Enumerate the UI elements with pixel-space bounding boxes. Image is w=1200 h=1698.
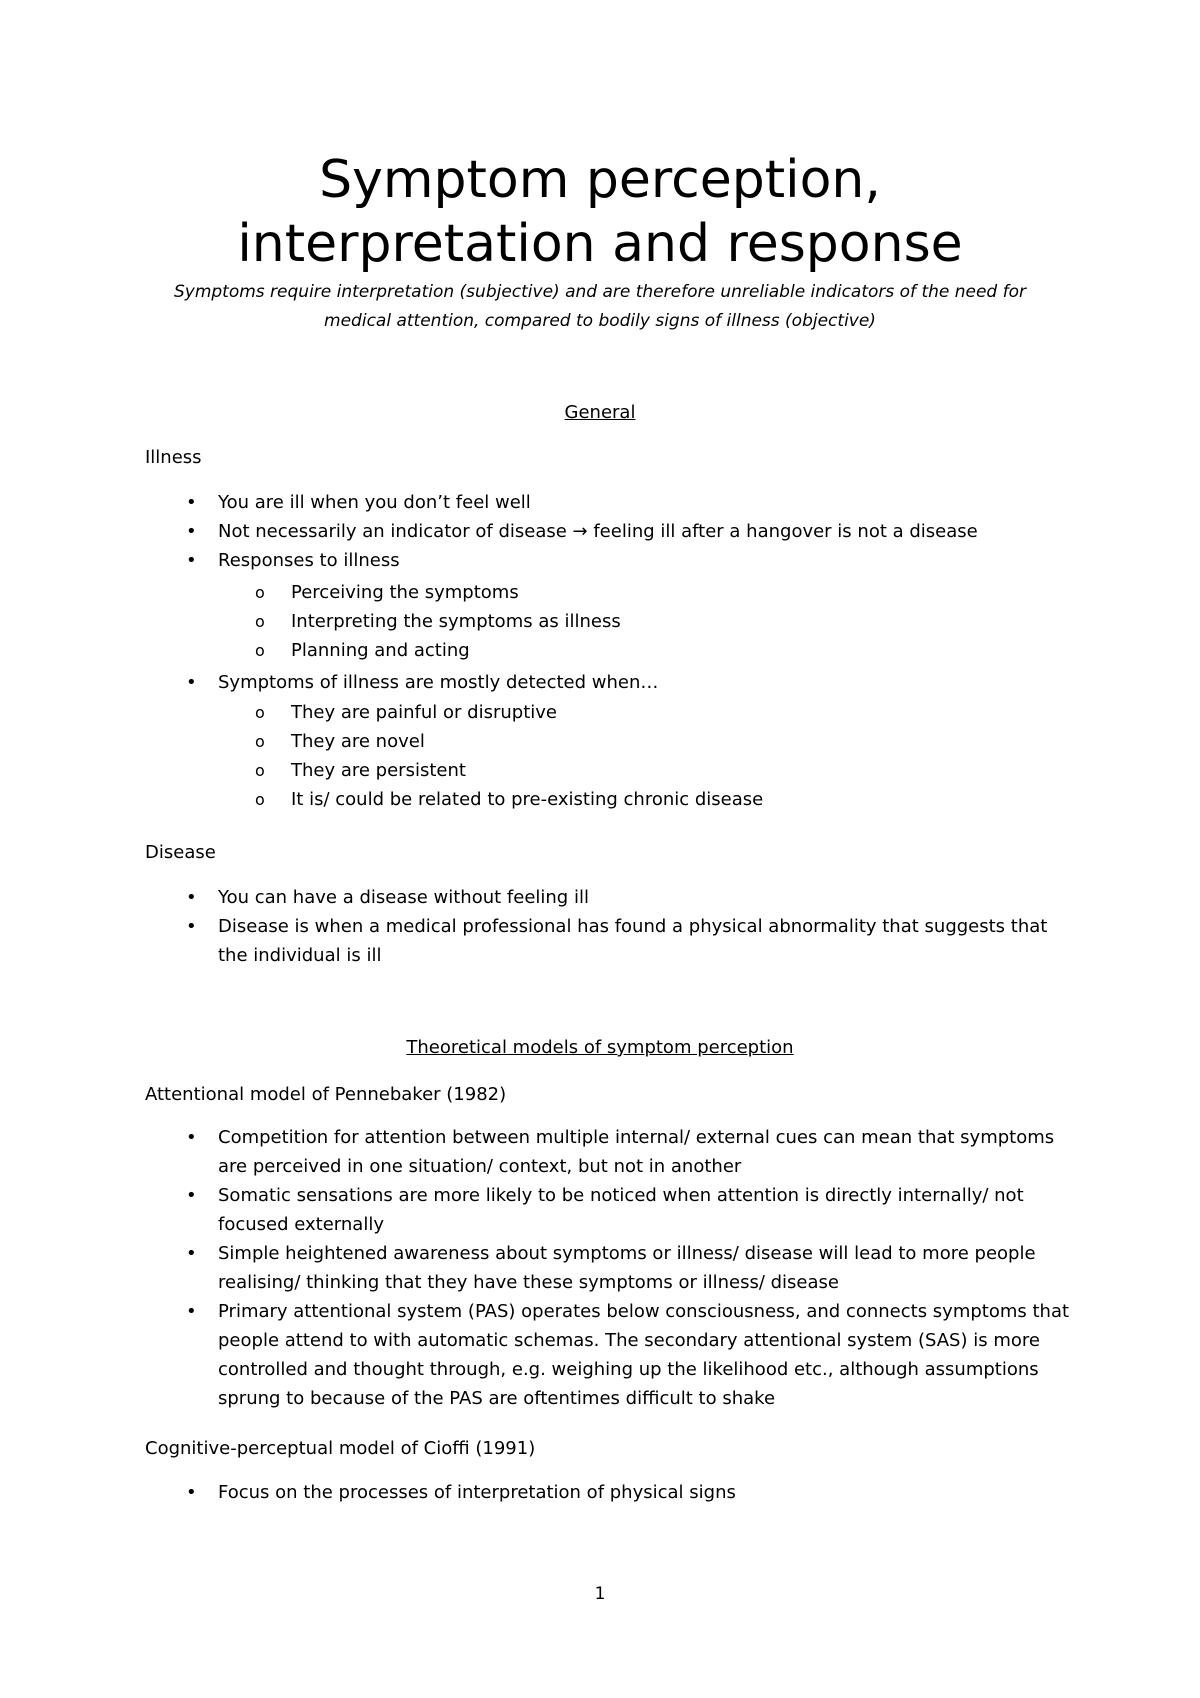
list-item: [186, 668, 1078, 697]
bullet-marker: •: [186, 550, 197, 571]
sub-list-item-text: They are painful or disruptive: [291, 702, 557, 723]
list-item-text: Disease is when a medical professional has found a physical abnormality that suggests that the individual is ill: [218, 916, 1048, 966]
bullet-marker: •: [186, 1185, 197, 1206]
list-item-text: Simple heightened awareness about symptoms or illness/ disease will lead to more people realising/ thinking that they have these symptoms or illness/ disease: [218, 1243, 1036, 1293]
bullet-marker: •: [186, 1301, 197, 1322]
sub-list-item-text: They are persistent: [291, 760, 466, 781]
cognitive-bullet-list: [186, 1478, 1078, 1507]
sub-bullet-marker: o: [255, 612, 265, 631]
list-item: [186, 546, 1078, 575]
subheading-illness: Illness: [145, 447, 202, 468]
document-title-line-2: interpretation and response: [237, 214, 963, 274]
sub-list-item-text: Perceiving the symptoms: [291, 582, 519, 603]
list-item: [186, 517, 1078, 546]
bullet-marker: •: [186, 1482, 197, 1503]
list-item: [186, 1239, 1078, 1297]
list-item: [186, 912, 1058, 970]
list-item-text: Responses to illness: [218, 550, 400, 571]
attentional-bullet-list: [186, 1123, 1078, 1413]
sub-list-item-text: Interpreting the symptoms as illness: [291, 611, 621, 632]
sub-list-item: [255, 727, 1071, 756]
list-item-text: Focus on the processes of interpretation of physical signs: [218, 1482, 736, 1503]
page-number: 1: [594, 1584, 606, 1604]
bullet-marker: •: [186, 1243, 197, 1264]
list-item: [186, 883, 1058, 912]
sub-bullet-marker: o: [255, 641, 265, 660]
list-item-text: Symptoms of illness are mostly detected when…: [218, 672, 659, 693]
list-item-text: You can have a disease without feeling ill: [218, 887, 589, 908]
list-item: [186, 1297, 1078, 1413]
sub-list-item-text: They are novel: [291, 731, 425, 752]
sub-list-item: [255, 607, 1071, 636]
bullet-marker: •: [186, 521, 197, 542]
sub-bullet-marker: o: [255, 703, 265, 722]
sub-list-item: [255, 756, 1071, 785]
list-item: [186, 1181, 1078, 1239]
document-subtitle-line-1: Symptoms require interpretation (subjective) and are therefore unreliable indicators of the need for: [173, 282, 1027, 302]
bullet-marker: •: [186, 672, 197, 693]
sub-list-item-text: Planning and acting: [291, 640, 470, 661]
bullet-marker: •: [186, 887, 197, 908]
list-item-text: Primary attentional system (PAS) operates below consciousness, and connects symptoms that people attend to with automatic schemas. The secondary attentional system (SAS) is more controlled and thought through, e.g. weighing up the likelihood etc., although assumptions sprung to because of the PAS are oftentimes difficult to shake: [218, 1301, 1070, 1409]
list-item: [186, 1123, 1078, 1181]
section-heading-general: General: [564, 402, 636, 423]
sub-bullet-marker: o: [255, 790, 265, 809]
list-item-text: Competition for attention between multiple internal/ external cues can mean that symptoms are perceived in one situation/ context, but not in another: [218, 1127, 1055, 1177]
subheading-cognitive-model: Cognitive-perceptual model of Cioffi (1991): [145, 1438, 536, 1459]
detected-bullet: [186, 668, 1078, 697]
bullet-marker: •: [186, 492, 197, 513]
responses-sub-list: [255, 578, 1071, 665]
bullet-marker: •: [186, 916, 197, 937]
bullet-marker: •: [186, 1127, 197, 1148]
sub-list-item: [255, 698, 1071, 727]
list-item-text: You are ill when you don’t feel well: [218, 492, 531, 513]
illness-bullet-list: [186, 488, 1078, 575]
section-heading-models: Theoretical models of symptom perception: [406, 1037, 794, 1058]
detected-sub-list: [255, 698, 1071, 814]
sub-list-item-text: It is/ could be related to pre-existing chronic disease: [291, 789, 764, 810]
list-item: [186, 1478, 1078, 1507]
sub-bullet-marker: o: [255, 583, 265, 602]
sub-list-item: [255, 636, 1071, 665]
sub-bullet-marker: o: [255, 761, 265, 780]
sub-list-item: [255, 578, 1071, 607]
list-item: [186, 488, 1078, 517]
list-item-text: Not necessarily an indicator of disease → feeling ill after a hangover is not a disease: [218, 521, 978, 542]
disease-bullet-list: [186, 883, 1058, 970]
list-item-text: Somatic sensations are more likely to be noticed when attention is directly internally/ not focused externally: [218, 1185, 1024, 1235]
document-subtitle-line-2: medical attention, compared to bodily signs of illness (objective): [324, 311, 876, 331]
subheading-attentional-model: Attentional model of Pennebaker (1982): [145, 1084, 507, 1105]
document-title-line-1: Symptom perception,: [319, 150, 881, 210]
subheading-disease: Disease: [145, 842, 216, 863]
sub-list-item: [255, 785, 1071, 814]
sub-bullet-marker: o: [255, 732, 265, 751]
